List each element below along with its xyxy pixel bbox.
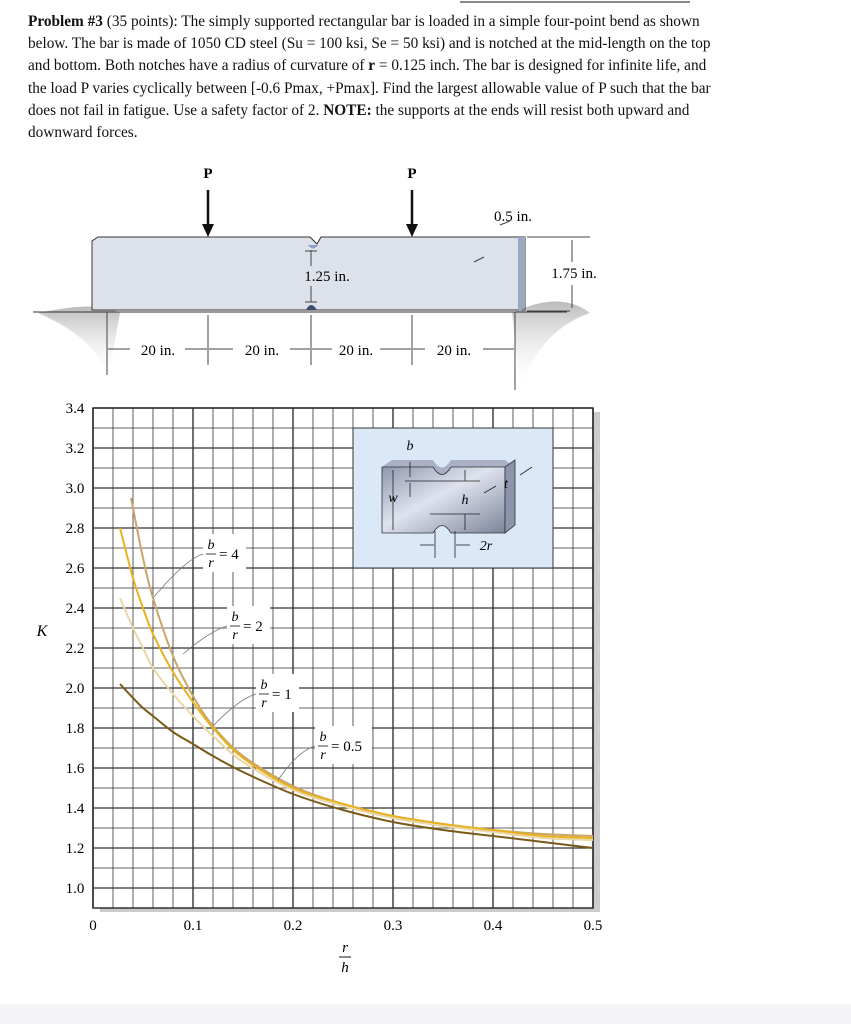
thickness-label: 0.5 in. bbox=[494, 209, 532, 225]
label-value: = 2 bbox=[243, 619, 263, 635]
problem-text: the load P varies cyclically between [-0.6 Pmax, +Pmax]. Find the largest allowable value of P such that the bar bbox=[28, 79, 711, 97]
inset-label-w: w bbox=[388, 491, 398, 506]
problem-text: below. The bar is made of 1050 CD steel (Su = 100 ksi, Se = 50 ksi) and is notched at the mid-length on the top bbox=[28, 35, 711, 53]
y-tick-label: 2.0 bbox=[65, 681, 85, 697]
label-numerator: b bbox=[260, 678, 268, 693]
x-tick-label: 0.5 bbox=[583, 918, 603, 934]
problem-text: downward forces. bbox=[28, 124, 138, 142]
radius-symbol: r bbox=[368, 57, 376, 75]
label-numerator: b bbox=[231, 610, 239, 625]
inset-label-b: b bbox=[406, 439, 414, 454]
inset-label-h: h bbox=[461, 493, 469, 508]
y-tick-label: 3.2 bbox=[65, 441, 85, 457]
x-tick-label: 0.3 bbox=[383, 918, 403, 934]
y-tick-label: 1.2 bbox=[65, 841, 85, 857]
load-label-right: P bbox=[407, 166, 417, 182]
x-tick-label: 0.4 bbox=[483, 918, 503, 934]
y-tick-label: 2.6 bbox=[65, 561, 85, 577]
y-tick-label: 1.8 bbox=[65, 721, 85, 737]
label-value: = 4 bbox=[219, 547, 239, 563]
notched-specimen bbox=[382, 467, 505, 533]
span-label-2: 20 in. bbox=[244, 343, 280, 359]
label-denominator: r bbox=[232, 628, 238, 643]
problem-text: the supports at the ends will resist both upward and bbox=[371, 101, 690, 119]
notch-inset bbox=[353, 428, 553, 568]
problem-text: and bottom. Both notches have a radius of curvature of bbox=[28, 57, 369, 75]
y-tick-label: 1.4 bbox=[65, 801, 85, 817]
y-tick-label: 1.6 bbox=[65, 761, 85, 777]
label-denominator: r bbox=[261, 696, 267, 711]
note-label: NOTE: bbox=[323, 101, 372, 119]
x-tick-label: 0.2 bbox=[283, 918, 303, 934]
x-tick-label: 0 bbox=[89, 918, 97, 934]
problem-text: (35 points): The simply supported rectangular bar is loaded in a simple four-point bend as shown bbox=[102, 13, 700, 30]
problem-number: Problem #3 bbox=[28, 13, 103, 30]
y-tick-label: 3.4 bbox=[65, 401, 85, 417]
label-numerator: b bbox=[207, 538, 215, 553]
y-axis-label: K bbox=[36, 623, 48, 640]
y-tick-label: 2.4 bbox=[65, 601, 85, 617]
y-tick-label: 3.0 bbox=[65, 481, 85, 497]
inset-label-2r: 2r bbox=[479, 539, 493, 554]
label-value: = 0.5 bbox=[331, 739, 362, 755]
span-label-4: 20 in. bbox=[436, 343, 472, 359]
span-label-3: 20 in. bbox=[338, 343, 374, 359]
load-label-left: P bbox=[203, 166, 213, 182]
label-value: = 1 bbox=[272, 687, 292, 703]
label-numerator: b bbox=[319, 730, 327, 745]
label-denominator: r bbox=[208, 556, 214, 571]
x-tick-label: 0.1 bbox=[183, 918, 203, 934]
inset-label-t: t bbox=[504, 477, 508, 492]
y-tick-label: 1.0 bbox=[65, 881, 85, 897]
notch-depth-label: 1.25 in. bbox=[304, 269, 350, 285]
y-tick-label: 2.2 bbox=[65, 641, 85, 657]
problem-text: = 0.125 inch. The bar is designed for infinite life, and bbox=[375, 57, 707, 75]
y-tick-label: 2.8 bbox=[65, 521, 85, 537]
problem-text: does not fail in fatigue. Use a safety factor of 2. bbox=[28, 101, 324, 119]
x-axis-label-numerator: r bbox=[342, 940, 348, 956]
x-axis-label-denominator: h bbox=[341, 960, 349, 976]
height-label: 1.75 in. bbox=[551, 266, 597, 282]
span-label-1: 20 in. bbox=[140, 343, 176, 359]
label-denominator: r bbox=[320, 748, 326, 763]
page-bottom-bar bbox=[0, 1004, 851, 1024]
